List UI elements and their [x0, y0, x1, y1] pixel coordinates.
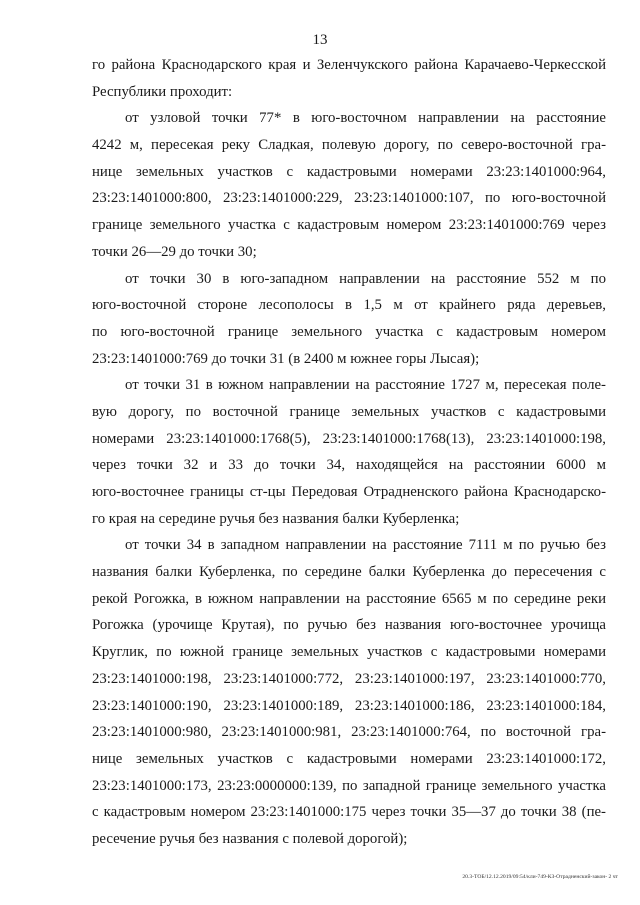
- text-line: от точки 34 в западном направлении на расстояние 7111 м по ручью без: [125, 537, 606, 554]
- text-line: названия балки Куберленка, по середине балки Куберленка до пересечения с: [92, 564, 606, 581]
- text-line: с кадастровым номером 23:23:1401000:175 через точки 35—37 до точки 38 (пе-: [92, 804, 606, 821]
- text-line: ресечение ручья без названия с полевой дорогой);: [92, 830, 408, 847]
- text-line: 23:23:1401000:198, 23:23:1401000:772, 23:23:1401000:197, 23:23:1401000:770,: [92, 670, 606, 687]
- body-text: [92, 52, 606, 853]
- text-line: через точки 32 и 33 до точки 34, находящейся на расстоянии 6000 м: [92, 457, 606, 474]
- text-line: юго-восточной стороне лесополосы в 1,5 м от крайнего ряда деревьев,: [92, 297, 606, 314]
- text-line: 23:23:1401000:769 до точки 31 (в 2400 м южнее горы Лысая);: [92, 350, 480, 367]
- text-line: номерами 23:23:1401000:1768(5), 23:23:1401000:1768(13), 23:23:1401000:198,: [92, 430, 606, 447]
- text-line: нице земельных участков с кадастровыми номерами 23:23:1401000:964,: [92, 163, 606, 180]
- text-line: 23:23:1401000:800, 23:23:1401000:229, 23:23:1401000:107, по юго-восточной: [92, 190, 606, 207]
- text-line: от точки 30 в юго-западном направлении на расстояние 552 м по: [125, 270, 606, 287]
- text-line: го района Краснодарского края и Зеленчукского района Карачаево-Черкесской: [92, 57, 606, 73]
- text-line: от узловой точки 77* в юго-восточном направлении на расстояние: [125, 110, 606, 127]
- text-line: 23:23:1401000:190, 23:23:1401000:189, 23:23:1401000:186, 23:23:1401000:184,: [92, 697, 606, 714]
- text-line: 23:23:1401000:980, 23:23:1401000:981, 23:23:1401000:764, по восточной гра-: [92, 724, 606, 741]
- text-line: рекой Рогожка, в южном направлении на расстояние 6565 м по середине реки: [92, 590, 606, 607]
- text-line: юго-восточнее границы ст-цы Передовая Отрадненского района Краснодарско-: [92, 484, 606, 500]
- text-line: Круглик, по южной границе земельных участков с кадастровыми номерами: [92, 644, 606, 661]
- text-line: Республики проходит:: [92, 83, 233, 100]
- text-line: от точки 31 в южном направлении на расстояние 1727 м, пересекая поле-: [125, 377, 606, 394]
- text-line: нице земельных участков с кадастровыми номерами 23:23:1401000:172,: [92, 750, 606, 767]
- text-line: 23:23:1401000:173, 23:23:0000000:139, по западной границе земельного участка: [92, 777, 606, 794]
- text-line: точки 26—29 до точки 30;: [92, 243, 257, 260]
- page-number: 13: [312, 32, 328, 48]
- footer-file-info: 20.3-ТОБ/12.12.2019/09:54/кли-749-КЗ-Отрадненский-закон- 2 чт: [462, 874, 618, 880]
- text-line: го края на середине ручья без названия балки Куберленка;: [92, 510, 460, 527]
- text-line: границе земельного участка с кадастровым номером 23:23:1401000:769 через: [92, 217, 606, 234]
- text-line: 4242 м, пересекая реку Сладкая, полевую дорогу, по северо-восточной гра-: [92, 137, 606, 154]
- text-line: Рогожка (урочище Крутая), по ручью без названия юго-восточнее урочища: [92, 617, 606, 634]
- text-line: по юго-восточной границе земельного участка с кадастровым номером: [92, 323, 606, 340]
- text-line: вую дорогу, по восточной границе земельных участков с кадастровыми: [92, 403, 606, 420]
